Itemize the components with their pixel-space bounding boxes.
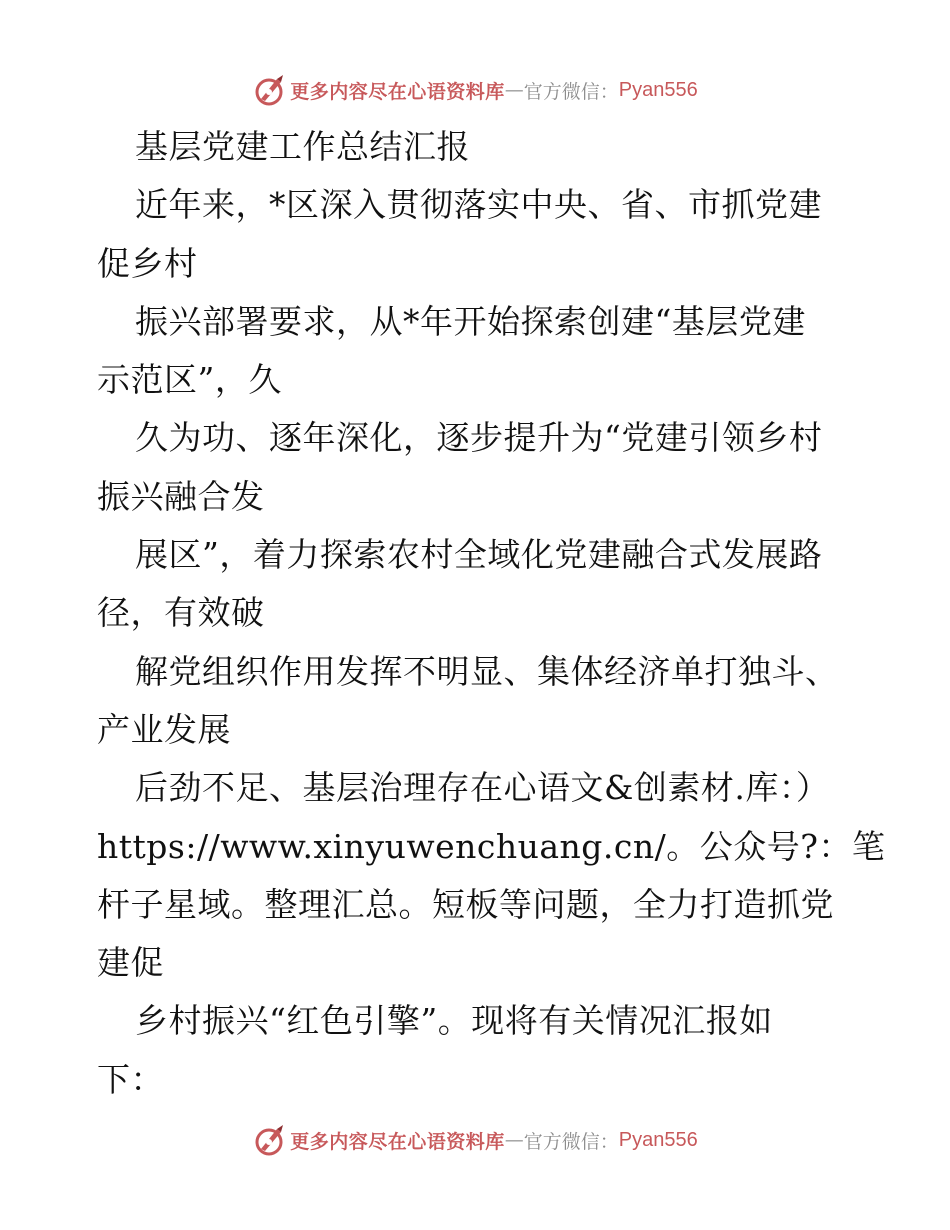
paragraph-line: 建促 xyxy=(97,943,164,983)
wechat-label: 官方微信： xyxy=(523,80,619,103)
footer-banner xyxy=(0,1120,950,1160)
paragraph-line: 径，有效破 xyxy=(97,593,265,633)
wechat-id: Pyan556 xyxy=(618,1128,698,1151)
paragraph-line: 解党组织作用发挥不明显、集体经济单打独斗、 xyxy=(135,651,839,691)
wechat-label: 官方微信： xyxy=(523,1130,619,1153)
paragraph-line: 促乡村 xyxy=(97,243,198,283)
paragraph-line: 杆子星域。整理汇总。短板等问题，全力打造抓党 xyxy=(97,884,834,924)
paragraph-line: 振兴部署要求，从*年开始探索创建“基层党建 xyxy=(135,301,806,341)
header-banner xyxy=(0,70,950,110)
paragraph-line: 乡村振兴“红色引擎”。现将有关情况汇报如 xyxy=(135,1001,773,1041)
document-body xyxy=(97,118,886,1109)
paragraph-line: 产业发展 xyxy=(97,709,231,749)
brand-text: 更多内容尽在心语资料库 xyxy=(290,1130,505,1153)
separator-dash: — xyxy=(504,79,524,101)
paragraph-line: https://www.xinyuwenchuang.cn/。公众号?：笔 xyxy=(97,826,886,866)
paragraph-line: 下： xyxy=(97,1059,164,1099)
paragraph-line: 振兴融合发 xyxy=(97,476,265,516)
paragraph-line: 近年来，*区深入贯彻落实中央、省、市抓党建 xyxy=(135,185,822,225)
quill-pen-logo-icon xyxy=(252,73,286,107)
paragraph-line: 展区”，着力探索农村全域化党建融合式发展路 xyxy=(135,535,823,575)
quill-pen-logo-icon xyxy=(252,1123,286,1157)
document-title: 基层党建工作总结汇报 xyxy=(135,127,470,166)
separator-dash: — xyxy=(504,1129,524,1151)
paragraph-line: 久为功、逐年深化，逐步提升为“党建引领乡村 xyxy=(135,418,823,458)
brand-text: 更多内容尽在心语资料库 xyxy=(290,80,505,103)
paragraph-line: 示范区”，久 xyxy=(97,360,282,400)
paragraph-line: 后劲不足、基层治理存在心语文&创素材.库：） xyxy=(135,768,830,808)
wechat-id: Pyan556 xyxy=(618,78,698,101)
